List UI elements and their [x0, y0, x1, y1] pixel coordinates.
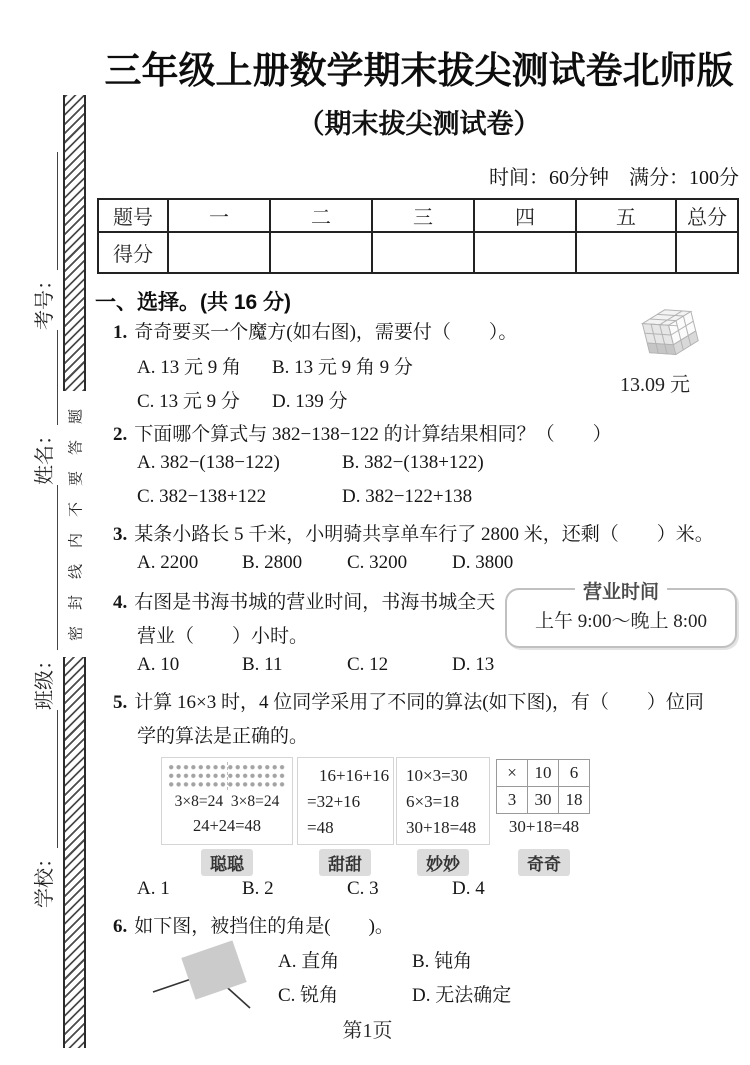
- qiqi-cell: 18: [559, 787, 590, 814]
- score-row-label: 得分: [98, 232, 168, 273]
- student-tag-qiqi: 奇奇: [518, 849, 570, 876]
- miaomiao-equation-1: 10×3=30: [406, 766, 468, 785]
- q2-option-b: B. 382−(138+122): [342, 452, 484, 473]
- q5-option-c: C. 3: [347, 878, 379, 899]
- question-5-number: 5.: [113, 692, 128, 713]
- score-table-header: 一: [168, 199, 270, 232]
- miaomiao-equation-3: 30+18=48: [406, 818, 477, 837]
- qiqi-cell: 3: [497, 787, 528, 814]
- score-cell-empty: [372, 232, 474, 273]
- student-tag-congcong: 聪聪: [201, 849, 253, 876]
- q6-option-b: B. 钝角: [412, 951, 473, 972]
- student-tag-tiantian: 甜甜: [319, 849, 371, 876]
- question-3-number: 3.: [113, 524, 128, 545]
- question-2-text: 下面哪个算式与 382−138−122 的计算结果相同？（ ）: [134, 424, 612, 445]
- business-hours-title: 营业时间: [575, 577, 667, 604]
- question-3: [113, 519, 714, 546]
- qiqi-cell: ×: [497, 760, 528, 787]
- question-5-text-line1: 计算 16×3 时，4 位同学采用了不同的算法(如下图)，有（ ）位同: [134, 692, 704, 713]
- congcong-equation-1: 3×8=24 3×8=24: [174, 793, 280, 810]
- score-table: [97, 198, 739, 274]
- question-6: [113, 911, 394, 938]
- qiqi-cell: 10: [528, 760, 559, 787]
- q5-option-d: D. 4: [452, 878, 485, 899]
- q3-option-c: C. 3200: [347, 552, 408, 573]
- seal-line-text: 密封线内不要答题: [58, 391, 91, 657]
- question-2-options-row-1: [95, 452, 743, 478]
- student-info-fields: [14, 93, 58, 1048]
- exam-number-label: 考号：: [34, 270, 56, 330]
- score-table-header: 五: [576, 199, 676, 232]
- question-6-number: 6.: [113, 916, 128, 937]
- q4-option-d: D. 13: [452, 654, 495, 675]
- question-2-number: 2.: [113, 424, 128, 445]
- question-4-number: 4.: [113, 592, 128, 613]
- method-box-miaomiao: [396, 757, 490, 845]
- score-table-header: 四: [474, 199, 576, 232]
- school-blank-line: [40, 710, 58, 848]
- q3-option-a: A. 2200: [137, 552, 199, 573]
- congcong-equation-2: 24+24=48: [192, 816, 262, 835]
- method-box-congcong: [161, 757, 293, 845]
- exam-content: [95, 0, 743, 1065]
- method-box-tiantian: [297, 757, 394, 845]
- method-box-qiqi: [494, 757, 594, 845]
- question-3-text: 某条小路长 5 千米，小明骑共享单车行了 2800 米，还剩（ ）米。: [134, 524, 714, 545]
- miaomiao-equation-2: 6×3=18: [406, 792, 460, 811]
- question-6-text: 如下图，被挡住的角是( )。: [134, 916, 394, 937]
- q3-option-b: B. 2800: [242, 552, 303, 573]
- question-1: [113, 317, 517, 344]
- question-5-text-line2: 学的算法是正确的。: [137, 726, 309, 747]
- page-subtitle: （期末拔尖测试卷）: [297, 109, 541, 139]
- dot-array-figure: [168, 763, 286, 789]
- exam-number-blank-line: [40, 152, 58, 270]
- q4-option-b: B. 11: [242, 654, 283, 675]
- cube-price-caption: 13.09 元: [620, 374, 690, 396]
- score-table-header: 二: [270, 199, 372, 232]
- question-2-options-row-2: [95, 486, 743, 512]
- question-4-text-line2: 营业（ ）小时。: [137, 626, 309, 647]
- q6-option-d: D. 无法确定: [412, 985, 512, 1006]
- score-cell-empty: [576, 232, 676, 273]
- q1-option-b: B. 13 元 9 角 9 分: [272, 357, 413, 378]
- question-6-options-row-1: [95, 946, 743, 972]
- score-table-header: 总分: [676, 199, 738, 232]
- q2-option-c: C. 382−138+122: [137, 486, 267, 507]
- q3-option-d: D. 3800: [452, 552, 514, 573]
- score-table-header: 题号: [98, 199, 168, 232]
- class-label: 班级：: [34, 650, 56, 710]
- qiqi-cell: 6: [559, 760, 590, 787]
- question-4-text-line1: 右图是书海书城的营业时间，书海书城全天: [134, 592, 496, 613]
- name-blank-line: [40, 330, 58, 425]
- q2-option-a: A. 382−(138−122): [137, 452, 280, 473]
- score-cell-empty: [474, 232, 576, 273]
- name-label: 姓名：: [34, 425, 56, 485]
- score-cell-empty: [270, 232, 372, 273]
- page-title: 三年级上册数学期末拔尖测试卷北师版: [104, 50, 734, 91]
- q1-option-a: A. 13 元 9 角: [137, 357, 241, 378]
- q4-option-c: C. 12: [347, 654, 389, 675]
- question-3-options-row: [95, 552, 743, 578]
- question-4: [113, 587, 495, 614]
- tiantian-equation-3: =48: [307, 818, 334, 837]
- exam-meta: 时间：60分钟 满分：100分: [489, 167, 739, 189]
- question-5-options-row: [95, 878, 743, 904]
- q4-option-a: A. 10: [137, 654, 180, 675]
- question-5: [113, 687, 704, 714]
- score-table-header: 三: [372, 199, 474, 232]
- qiqi-equation: 30+18=48: [508, 817, 580, 836]
- qiqi-multiplication-table: [496, 759, 590, 814]
- question-2: [113, 419, 612, 446]
- q6-option-a: A. 直角: [278, 951, 340, 972]
- q1-option-d: D. 139 分: [272, 391, 348, 412]
- class-blank-line: [40, 485, 58, 650]
- tiantian-equation-2: =32+16: [307, 792, 361, 811]
- question-4-options-row: [95, 654, 743, 680]
- score-cell-empty: [676, 232, 738, 273]
- score-cell-empty: [168, 232, 270, 273]
- dot-array-divider: [227, 762, 228, 790]
- school-label: 学校：: [34, 848, 56, 908]
- qiqi-cell: 30: [528, 787, 559, 814]
- business-hours-box: [505, 582, 737, 648]
- question-1-number: 1.: [113, 322, 128, 343]
- page-number: 第1页: [342, 1020, 393, 1042]
- q1-option-c: C. 13 元 9 分: [137, 391, 240, 412]
- rubiks-cube-figure: [615, 303, 725, 369]
- tiantian-equation-1: 16+16+16: [319, 766, 390, 785]
- business-hours-value: 上午 9:00～晚上 8:00: [534, 611, 708, 632]
- section-title: 一、选择。(共 16 分): [95, 291, 292, 314]
- q2-option-d: D. 382−122+138: [342, 486, 473, 507]
- question-1-text: 奇奇要买一个魔方(如右图)，需要付（ ）。: [134, 322, 518, 343]
- q5-option-a: A. 1: [137, 878, 170, 899]
- question-6-options-row-2: [95, 980, 743, 1006]
- q5-option-b: B. 2: [242, 878, 274, 899]
- student-tag-miaomiao: 妙妙: [417, 849, 469, 876]
- q6-option-c: C. 锐角: [278, 985, 339, 1006]
- seal-line-strip: [63, 95, 86, 1048]
